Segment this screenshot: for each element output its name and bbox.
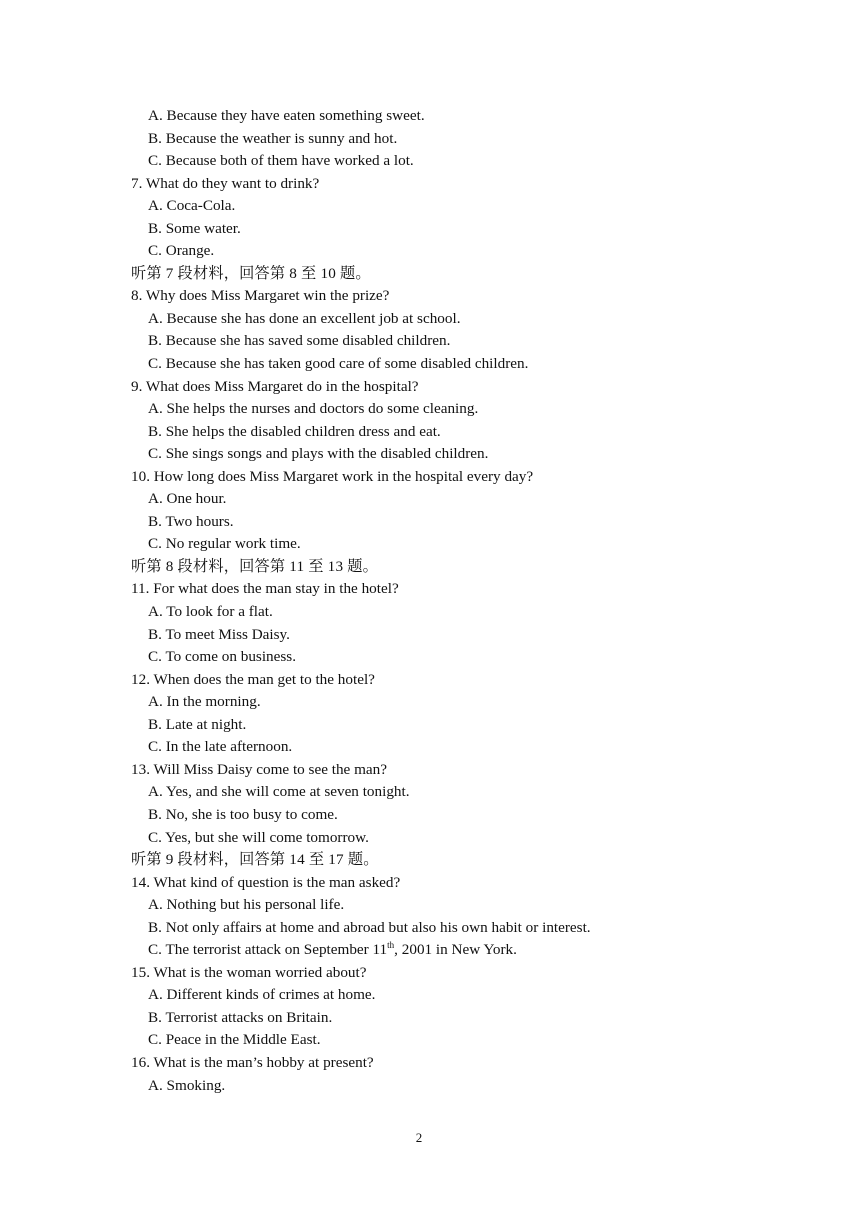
answer-option [131,240,731,263]
line-text: 7. What do they want to drink? [131,174,320,192]
answer-option [131,1029,731,1052]
question-text [131,173,731,196]
line-text: 16. What is the man’s hobby at present? [131,1053,374,1071]
line-text: A. Nothing but his personal life. [148,896,345,914]
answer-option [131,128,731,151]
answer-option [131,533,731,556]
answer-option [131,714,731,737]
question-text [131,578,731,601]
line-text: B. Two hours. [148,512,234,530]
answer-option [131,894,731,917]
question-text [131,285,731,308]
line-text: 8. Why does Miss Margaret win the prize? [131,287,390,305]
line-text: C. To come on business. [148,648,296,666]
answer-option [131,984,731,1007]
page-content [131,105,731,1097]
answer-option [131,691,731,714]
line-text: A. Yes, and she will come at seven tonight. [148,783,410,801]
question-text [131,1052,731,1075]
line-text: 9. What does Miss Margaret do in the hospital? [131,377,419,395]
line-text-continued: , 2001 in New York. [394,941,517,959]
answer-option [131,308,731,331]
line-text: 听第 9 段材料，回答第 14 至 17 题。 [131,851,379,869]
answer-option [131,939,731,962]
line-text: C. Because she has taken good care of some disabled children. [148,355,529,373]
line-text: A. One hour. [148,490,227,508]
page-number: 2 [415,1130,423,1145]
answer-option [131,443,731,466]
line-text: A. In the morning. [148,693,261,711]
line-text: B. She helps the disabled children dress and eat. [148,422,441,440]
answer-option [131,736,731,759]
answer-option [131,218,731,241]
answer-option [131,601,731,624]
line-text: A. Different kinds of crimes at home. [148,986,376,1004]
line-text: B. Not only affairs at home and abroad but also his own habit or interest. [148,918,591,936]
line-text: C. Peace in the Middle East. [148,1031,321,1049]
answer-option [131,827,731,850]
line-text: A. Because they have eaten something sweet. [148,107,425,124]
line-text: B. Because she has saved some disabled children. [148,332,451,350]
section-instruction [131,849,731,872]
answer-option [131,917,731,940]
answer-option [131,1007,731,1030]
line-text: 听第 8 段材料，回答第 11 至 13 题。 [131,557,379,575]
answer-option [131,421,731,444]
answer-option [131,105,731,128]
line-text: C. Orange. [148,242,215,260]
line-text: B. To meet Miss Daisy. [148,625,290,643]
section-instruction [131,556,731,579]
question-text [131,376,731,399]
line-text: 15. What is the woman worried about? [131,963,367,981]
answer-option [131,330,731,353]
answer-option [131,804,731,827]
answer-option [131,488,731,511]
line-text: A. To look for a flat. [148,603,273,621]
line-text: C. No regular work time. [148,535,301,553]
line-text: 11. For what does the man stay in the hotel? [131,580,399,598]
line-text: B. Some water. [148,219,241,237]
answer-option [131,511,731,534]
answer-option [131,1075,731,1098]
section-instruction [131,263,731,286]
question-text [131,962,731,985]
line-text: B. No, she is too busy to come. [148,805,338,823]
line-text: C. In the late afternoon. [148,738,293,756]
line-text: 10. How long does Miss Margaret work in the hospital every day? [131,467,534,485]
ordinal-superscript: th [387,940,395,951]
line-text: 听第 7 段材料，回答第 8 至 10 题。 [131,264,371,282]
line-text: A. Because she has done an excellent job at school. [148,309,461,327]
line-text: A. Smoking. [148,1076,226,1094]
line-text: 13. Will Miss Daisy come to see the man? [131,760,387,778]
question-text [131,669,731,692]
line-text: B. Terrorist attacks on Britain. [148,1008,333,1026]
answer-option [131,398,731,421]
line-text: 12. When does the man get to the hotel? [131,670,375,688]
line-text: B. Because the weather is sunny and hot. [148,129,398,147]
line-text: 14. What kind of question is the man asked? [131,873,401,891]
line-text: C. She sings songs and plays with the disabled children. [148,445,489,463]
answer-option [131,150,731,173]
line-text: C. The terrorist attack on September 11 [148,941,388,959]
line-text: A. She helps the nurses and doctors do some cleaning. [148,400,479,418]
line-text: B. Late at night. [148,715,247,733]
line-text: C. Yes, but she will come tomorrow. [148,828,369,846]
question-text [131,872,731,895]
answer-option [131,781,731,804]
line-text: A. Coca-Cola. [148,197,236,215]
line-text: C. Because both of them have worked a lot. [148,152,414,170]
question-text [131,466,731,489]
answer-option [131,195,731,218]
question-text [131,759,731,782]
answer-option [131,646,731,669]
answer-option [131,624,731,647]
answer-option [131,353,731,376]
